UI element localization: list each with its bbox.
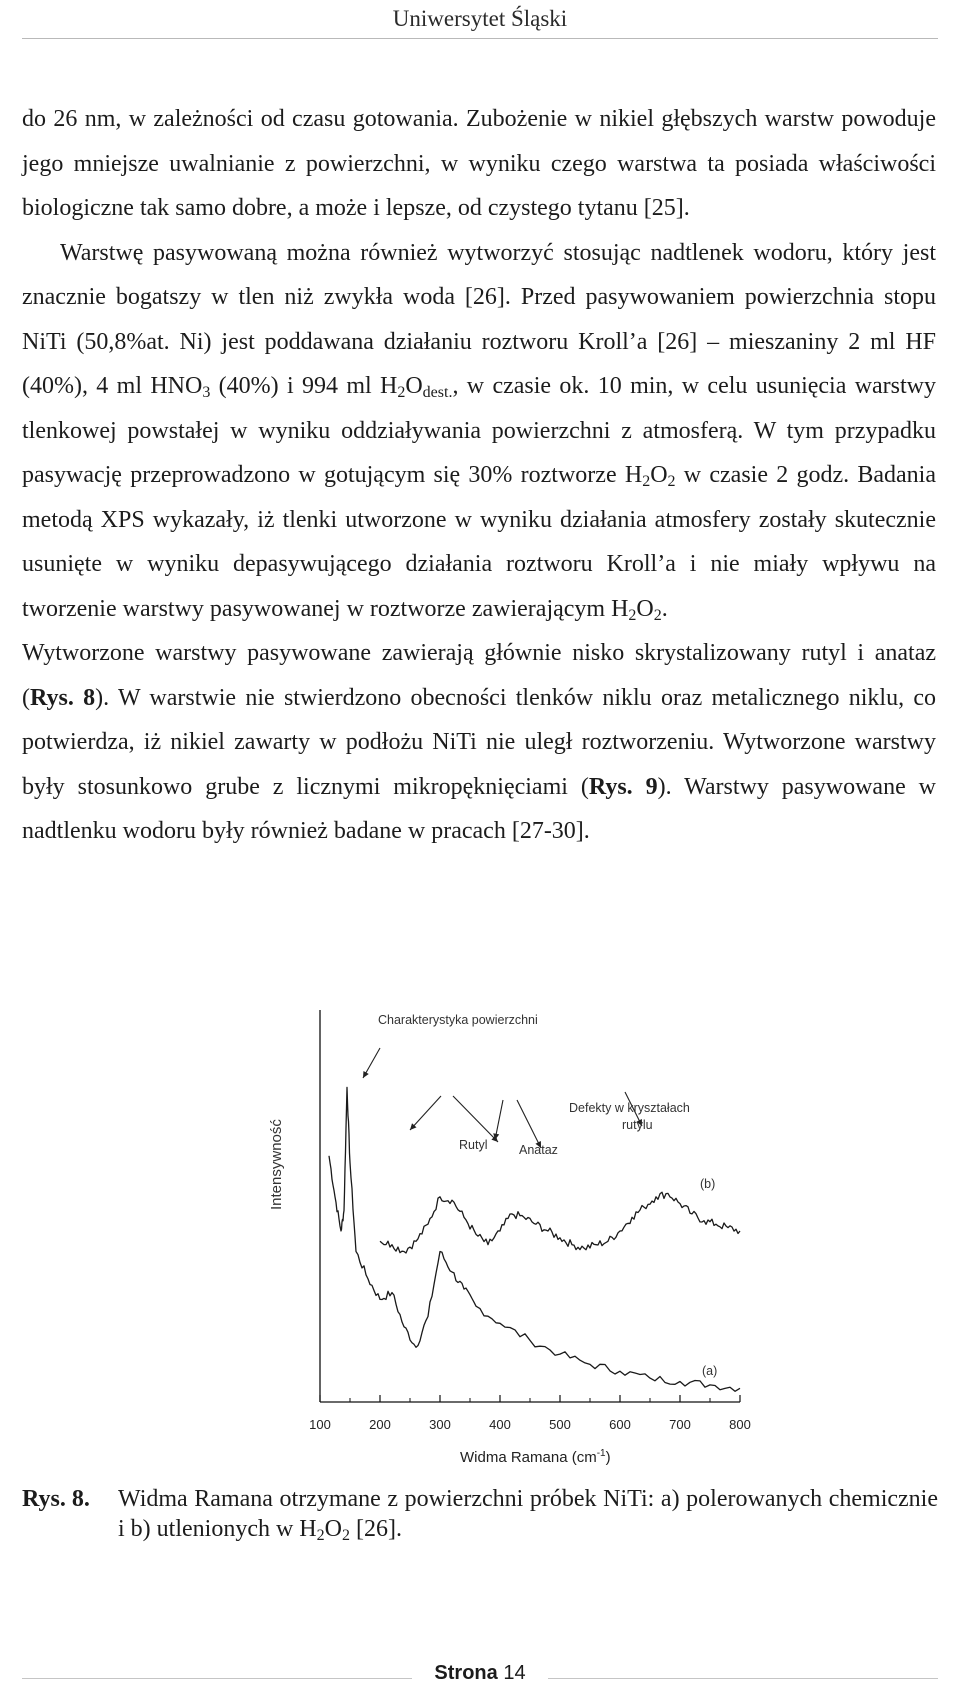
- x-tick-label: 300: [429, 1417, 451, 1432]
- annotation-defects: Defekty w kryształach: [569, 1101, 690, 1115]
- page-footer: [0, 1662, 960, 1685]
- curve-label-a: (a): [702, 1364, 718, 1378]
- x-tick-label: 400: [489, 1417, 511, 1432]
- caption-label: Rys. 8.: [22, 1486, 90, 1512]
- raman-figure: [295, 1000, 755, 1480]
- arrow-rutile-2: [453, 1096, 498, 1142]
- paragraph-1: do 26 nm, w zależności od czasu gotowania. Zubożenie w nikiel głębszych warstw powoduje jego mniejsze uwalnianie z powierzchni, w wyniku czego warstwa ta posiada właściwości biologiczne tak samo dobre, a może i lepsze, od czystego tytanu [25].: [22, 106, 936, 221]
- page-number: 14: [503, 1662, 526, 1684]
- x-axis-label: Widma Ramana $(cm^{-1})$: [460, 1448, 611, 1466]
- y-axis-label: Intensywność: [268, 1119, 285, 1210]
- annotation-surface: Charakterystyka powierzchni: [378, 1013, 538, 1027]
- body-text: [22, 97, 936, 854]
- header-title: Uniwersytet Śląski: [392, 6, 568, 31]
- annotation-defects-2: rutylu: [622, 1118, 653, 1132]
- x-tick-label: 800: [729, 1417, 751, 1432]
- x-tick-label: 500: [549, 1417, 571, 1432]
- caption-text: Widma Ramana otrzymane z powierzchni próbek NiTi: a) polerowanych chemicznie i b) utlenionych w $H_2O_2$ [26].: [118, 1486, 938, 1544]
- x-tick-label: 600: [609, 1417, 631, 1432]
- annotation-anatase: Anataz: [519, 1143, 558, 1157]
- arrow-anatase-2: [517, 1100, 541, 1148]
- spectrum-line-a: [329, 1087, 740, 1391]
- arrow-rutile-1: [410, 1096, 441, 1130]
- x-tick-label: 100: [309, 1417, 331, 1432]
- paragraph-3: Wytworzone warstwy pasywowane zawierają głównie nisko skrystalizowany rutyl i anataz (Rys. 8). W warstwie nie stwierdzono obecności tlenków niklu oraz metalicznego niklu, co potwierdza, iż nikiel zawarty w podłożu NiTi nie uległ roztworzeniu. Wytworzone warstwy były stosunkowo grube z licznymi mikropęknięciami (Rys. 9). Warstwy pasywowane w nadtlenku wodoru były również badane w pracach [27-30].: [22, 640, 936, 844]
- paragraph-2: Warstwę pasywowaną można również wytworzyć stosując nadtlenek wodoru, który jest znacznie bogatszy w tlen niż zwykła woda [26]. Przed pasywowaniem powierzchnia stopu NiTi (50,8%at. Ni) jest poddawana działaniu roztworu Kroll’a [26] – mieszaniny 2 ml HF (40%), 4 ml $HNO_3$ (40%) i 994 ml $H_2O_{dest.}$, w czasie ok. 10 min, w celu usunięcia warstwy tlenkowej powstałej w wyniku oddziaływania powierzchni z atmosferą. W tym przypadku pasywację przeprowadzono w gotującym się 30% roztworze $H_2O_2$ w czasie 2 godz. Badania metodą XPS wykazały, iż tlenki utworzone w wyniku działania atmosfery zostały skutecznie usunięte w wyniku depasywującego działania roztworu Kroll’a i nie miały wpływu na tworzenie warstwy pasywowanej w roztworze zawierającym $H_2O_2$.: [22, 239, 937, 624]
- footer-label: Strona: [434, 1662, 498, 1684]
- figure-ref[interactable]: Rys. 8: [30, 684, 96, 711]
- header-rule: [22, 38, 938, 39]
- curve-label-b: (b): [700, 1177, 716, 1191]
- annotation-rutile: Rutyl: [459, 1138, 488, 1152]
- spectrum-line-b: [380, 1192, 740, 1253]
- figure-ref[interactable]: Rys. 9: [588, 773, 658, 800]
- x-tick-label: 700: [669, 1417, 691, 1432]
- x-tick-label: 200: [369, 1417, 391, 1432]
- raman-chart: [295, 1000, 755, 1480]
